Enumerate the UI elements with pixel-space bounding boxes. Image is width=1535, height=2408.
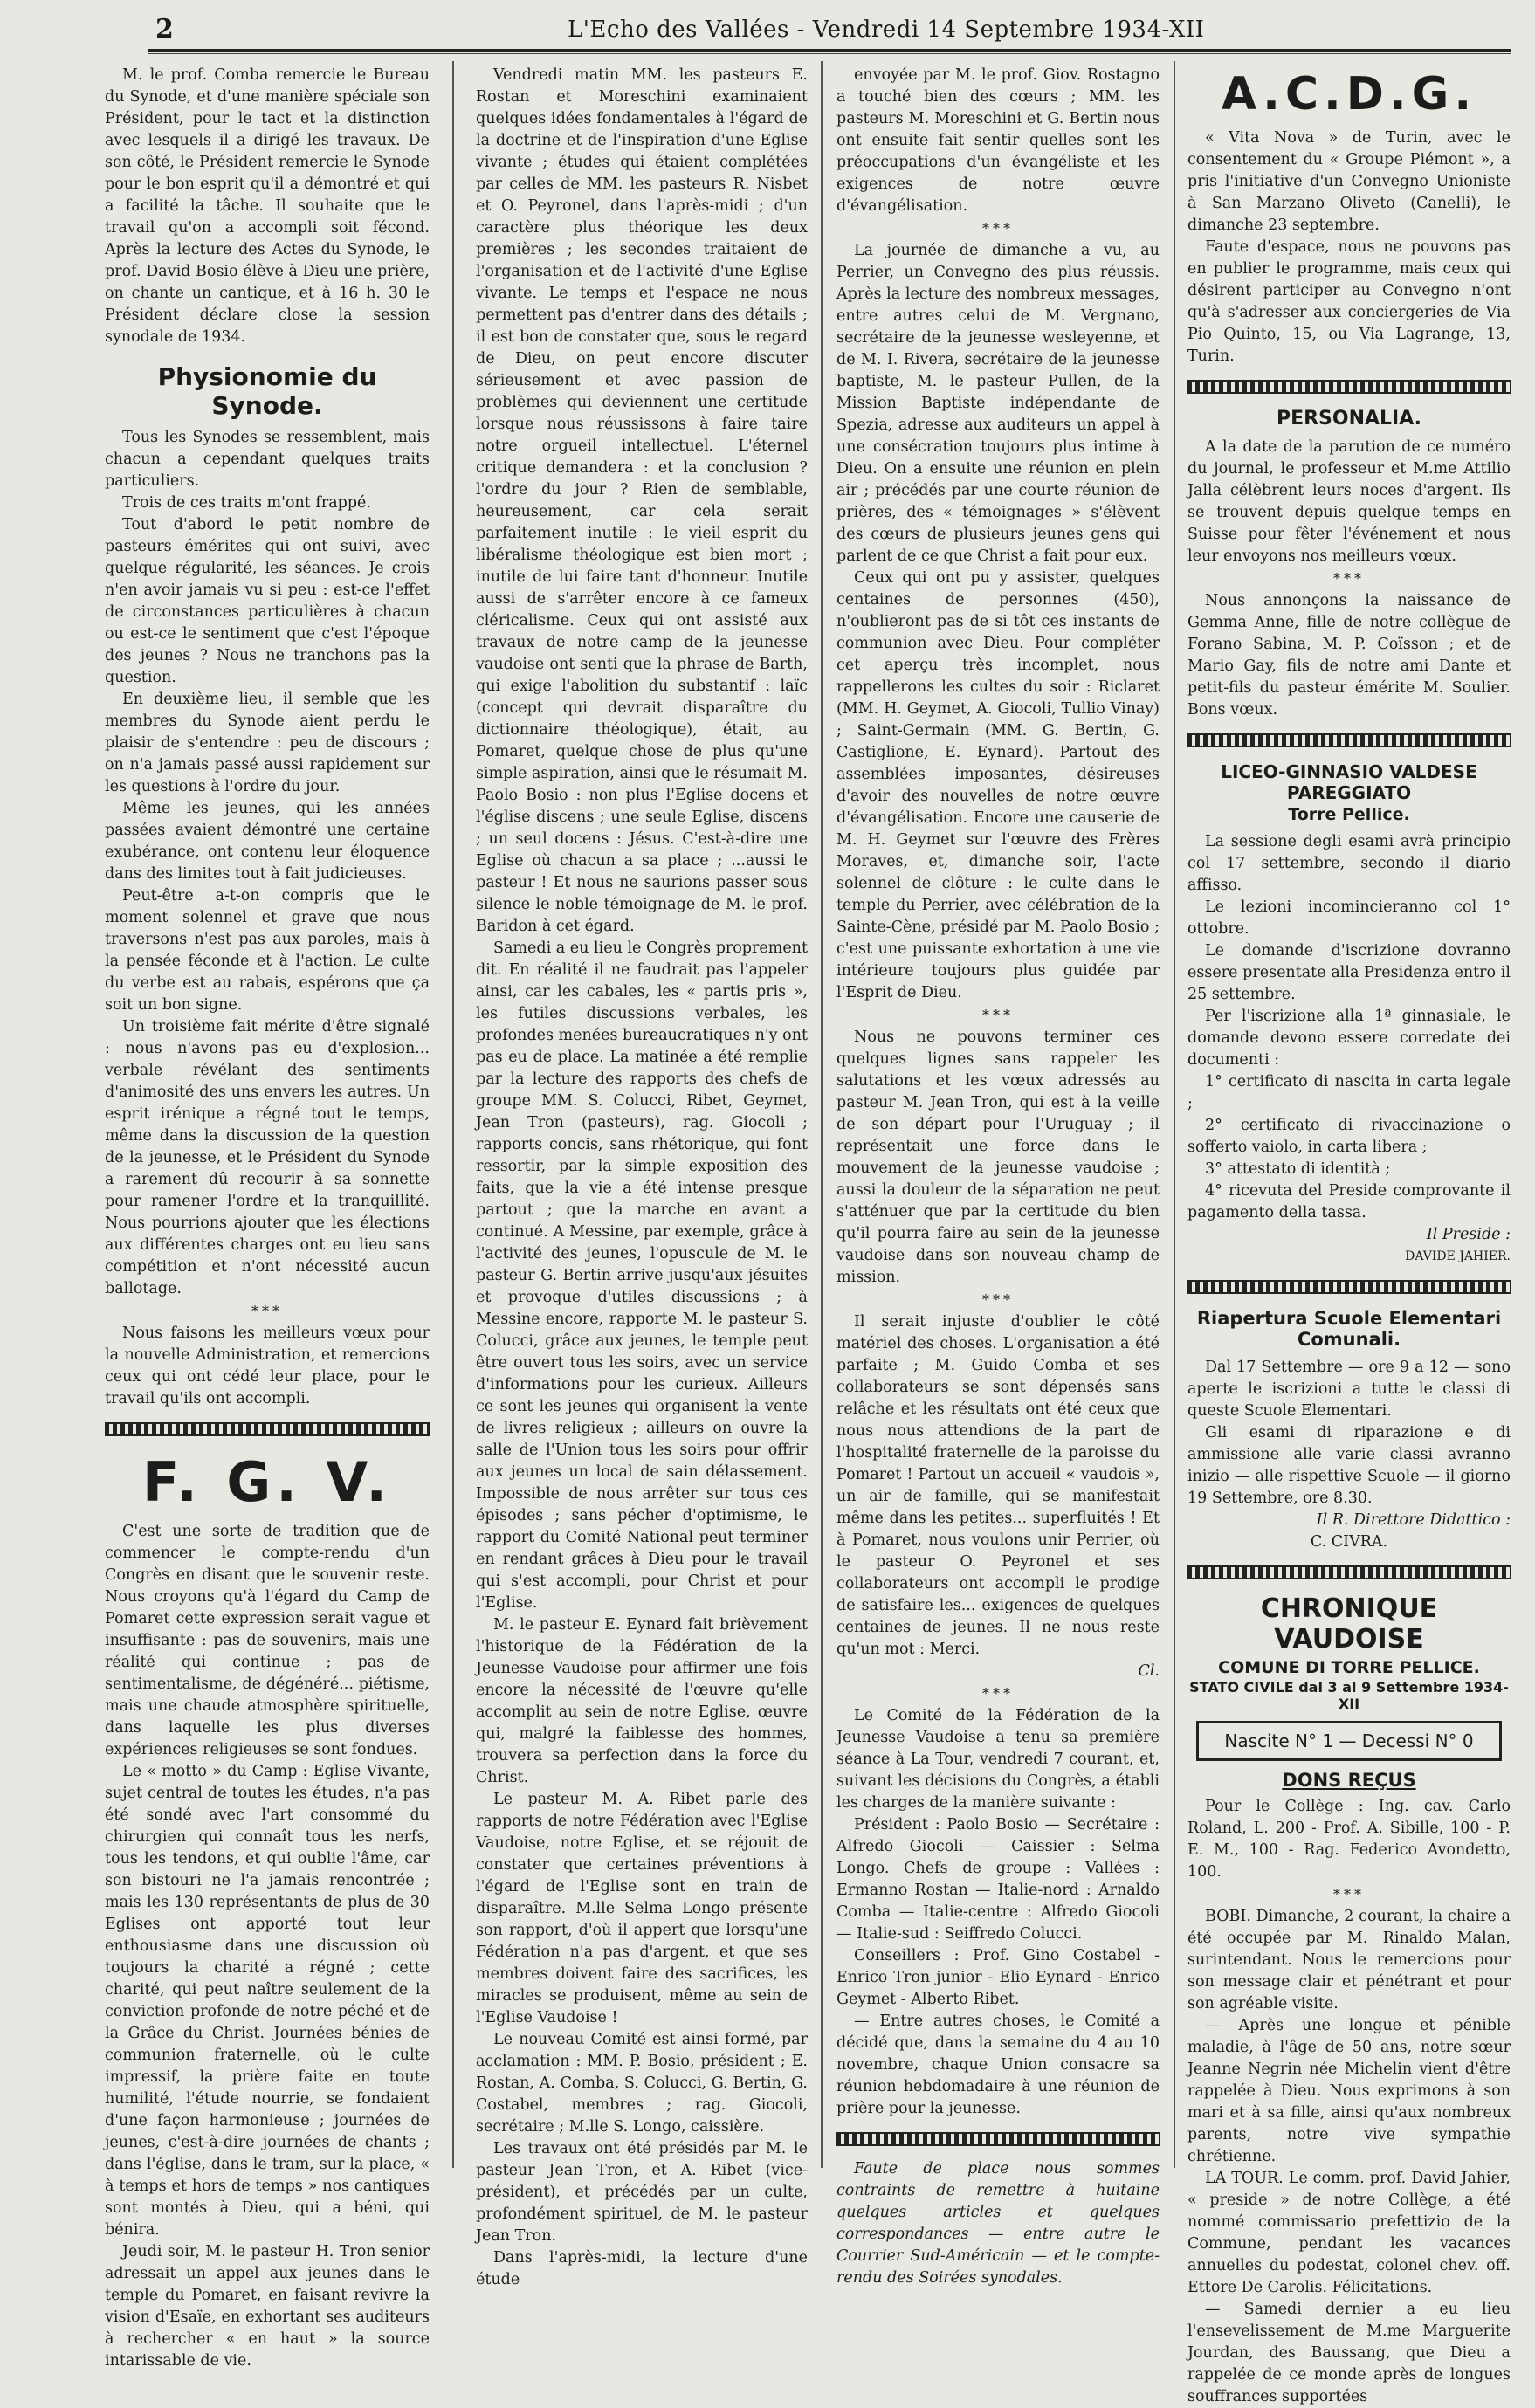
paragraph: Nous ne pouvons terminer ces quelques lignes sans rappeler les salutations et les vœux adressés au pasteur M. Jean Tron, qui est à la veille de son départ pour l'Uruguay ; il représentait une force dans le mouvement de la jeunesse vaudoise ; aussi la douleur de la séparation ne peut s'atténuer que par la certitude du bien qu'il pourra faire au sein de la jeunesse vaudoise dans son nouveau champ de mission. <box>836 1029 1160 1286</box>
list-item: 4° ricevuta del Preside comprovante il pagamento della tassa. <box>1187 1182 1511 1221</box>
separator-stars: *** <box>982 1007 1014 1023</box>
section-heading-chronique: CHRONIQUE VAUDOISE <box>1260 1593 1438 1655</box>
column-3 <box>836 65 1160 2287</box>
signature: Il R. Direttore Didattico : <box>1316 1511 1511 1529</box>
paragraph: Même les jeunes, qui les années passées avaient démontré une certaine exubérance, ont contenu leur éloquence dans des limites tout à fait judicieuses. <box>105 800 430 883</box>
signature-name: C. CIVRA. <box>1310 1533 1388 1551</box>
ornamental-rule <box>1187 1280 1511 1294</box>
paragraph: LA TOUR. Le comm. prof. David Jahier, « preside » de notre Collège, a été nommé commissario prefettizio de la Commune, pendant les vacances annuelles du podestat, colonel chev. off. Ettore De Carolis. Félicitations. <box>1187 2170 1511 2296</box>
paragraph: Le domande d'iscrizione dovranno essere presentate alla Presidenza entro il 25 settembre. <box>1187 942 1511 1003</box>
paragraph: Un troisième fait mérite d'être signalé : nous n'avons pas eu d'explosion... verbale révélant des sentiments d'animosité des uns envers les autres. Un esprit irénique a régné tout le temps, même dans la discussion de la question de la jeunesse, et le Président du Synode a rarement dû recourir à sa sonnette pour ramener l'ordre et la tranquillité. Nous pourrions ajouter que les élections aux différentes charges ont eu lieu sans compétition et n'ont nécessité aucun ballotage. <box>105 1018 430 1297</box>
paragraph: Conseillers : Prof. Gino Costabel - Enrico Tron junior - Elio Eynard - Enrico Geymet - Alberto Ribet. <box>836 1947 1160 2008</box>
column-divider <box>452 61 454 2168</box>
paragraph: Pour le Collège : Ing. cav. Carlo Roland, L. 200 - Prof. A. Sibille, 100 - P. E. M., 100 - Rag. Federico Avondetto, 100. <box>1187 1798 1511 1881</box>
separator-stars: *** <box>251 1303 283 1319</box>
column-2 <box>476 65 808 2288</box>
paragraph: Per l'iscrizione alla 1ª ginnasiale, le domande devono essere corredate dei documenti : <box>1187 1008 1511 1069</box>
paragraph: Gli esami di riparazione e di ammissione alle varie classi avranno inizio — alle rispettive Scuole — il giorno 19 Settembre, ore 8.30. <box>1187 1424 1511 1507</box>
subheading-comune: COMUNE DI TORRE PELLICE. <box>1218 1658 1480 1677</box>
section-heading-fgv: F. G. V. <box>142 1450 392 1514</box>
paragraph: BOBI. Dimanche, 2 courant, la chaire a été occupée par M. Rinaldo Malan, surintendant. Nous le remercions pour son message clair et pénétrant et pour son agréable visite. <box>1187 1908 1511 2012</box>
paragraph: La sessione degli esami avrà principio col 17 settembre, secondo il diario affisso. <box>1187 833 1511 894</box>
list-item: 2° certificato di rivaccinazione o sofferto vaiolo, in carta libera ; <box>1187 1117 1511 1156</box>
paragraph: Le pasteur M. A. Ribet parle des rapports de notre Fédération avec l'Eglise Vaudoise, notre Eglise, et se réjouit de constater que certaines préventions à l'égard de l'Eglise sont en train de disparaître. M.lle Selma Longo présente son rapport, d'où il appert que lorsqu'une Fédération n'a pas d'argent, et que ses membres doivent faire des sacrifices, les miracles se produisent, même au sein de l'Eglise Vaudoise ! <box>476 1791 808 2026</box>
subheading-torre-pellice: Torre Pellice. <box>1288 805 1410 824</box>
paragraph: Les travaux ont été présidés par M. le pasteur Jean Tron, et A. Ribet (vice-président), et précédés par un culte, profondément spirituel, de M. le pasteur Jean Tron. <box>476 2140 808 2245</box>
separator-stars: *** <box>1333 1886 1365 1902</box>
ornamental-rule <box>105 1422 430 1436</box>
section-heading-physionomie: Physionomie du Synode. <box>157 362 377 420</box>
paragraph: A la date de la parution de ce numéro du journal, le professeur et M.me Attilio Jalla célèbrent leurs noces d'argent. Ils se trouvent depuis quelque temps en Suisse pour fêter l'événement et nous leur envoyons nos meilleurs vœux. <box>1187 438 1511 565</box>
page-header <box>148 12 1511 47</box>
paragraph: — Après une longue et pénible maladie, à l'âge de 50 ans, notre sœur Jeanne Negrin née Michelin vient d'être rappelée à Dieu. Nous exprimons à son mari et à sa fille, ainsi qu'aux nombreux parents, notre vive sympathie chrétienne. <box>1187 2017 1511 2165</box>
signature: Il Preside : <box>1426 1226 1511 1243</box>
paragraph: envoyée par M. le prof. Giov. Rostagno a touché bien des cœurs ; MM. les pasteurs M. Moreschini et G. Bertin nous ont ensuite fait sentir quelles sont les préoccupations d'un évangéliste et les exigences de notre œuvre d'évangélisation. <box>836 66 1160 215</box>
section-heading-liceo: LICEO-GINNASIO VALDESE PAREGGIATO <box>1221 761 1477 803</box>
ornamental-rule <box>1187 380 1511 394</box>
paragraph: Dal 17 Settembre — ore 9 a 12 — sono aperte le iscrizioni a tutte le classi di queste Scuole Elementari. <box>1187 1359 1511 1420</box>
paragraph: M. le prof. Comba remercie le Bureau du Synode, et d'une manière spéciale son Président, pour le tact et la distinction avec lesquels il a dirigé les travaux. De son côté, le Président remercie le Synode pour le bon esprit qu'il a démontré et qui a facilité la tâche. Il souhaite que le travail qu'on a accompli soit fécond. Après la lecture des Actes du Synode, le prof. David Bosio élève à Dieu une prière, on chante un cantique, et à 16 h. 30 le Président déclare close la session synodale de 1934. <box>105 66 430 346</box>
notice-paragraph: Faute de place nous sommes contraints de remettre à huitaine quelques articles et quelques correspondances — entre autre le Courrier Sud-Américain — et le compte-rendu des Soirées synodales. <box>836 2160 1160 2287</box>
column-divider <box>821 61 823 2168</box>
header-rule-thin <box>148 53 1511 54</box>
paragraph: Jeudi soir, M. le pasteur H. Tron senior adressait un appel aux jeunes dans le temple du Pomaret, en faisant revivre la vision d'Esaïe, en exhortant ses auditeurs à rechercher « en haut » la source intarissable de vie. <box>105 2243 430 2370</box>
paragraph: En deuxième lieu, il semble que les membres du Synode aient perdu le plaisir de s'entendre : peu de discours ; on n'a jamais passé aussi rapidement sur les questions à l'ordre du jour. <box>105 691 430 795</box>
column-divider <box>1174 61 1175 2168</box>
ornamental-rule <box>836 2132 1160 2146</box>
paragraph: Faute d'espace, nous ne pouvons pas en publier le programme, mais ceux qui désirent participer au Convegno n'ont qu'à s'adresser aux conciergeries de Via Pio Quinto, 15, ou Via Lagrange, 13, Turin. <box>1187 238 1511 365</box>
paragraph: Tout d'abord le petit nombre de pasteurs émérites qui ont suivi, avec quelque régularité, les séances. Je crois n'en avoir jamais vu si peu : est-ce l'effet de circonstances particulières à chacun ou est-ce le sentiment que c'est l'époque des jeunes ? Nous ne tranchons pas la question. <box>105 516 430 686</box>
paragraph: Le lezioni incomincieranno col 1° ottobre. <box>1187 898 1511 938</box>
paragraph: Peut-être a-t-on compris que le moment solennel et grave que nous traversons n'est pas aux paroles, mais à la pensée féconde et à l'action. Le culte du verbe est au rabais, espérons que ça soit un bon signe. <box>105 887 430 1014</box>
list-item: 1° certificato di nascita in carta legale ; <box>1187 1073 1511 1112</box>
paragraph: Nous faisons les meilleurs vœux pour la nouvelle Administration, et remercions ceux qui ont cédé leur place, pour le travail qu'ils ont accompli. <box>105 1324 430 1407</box>
section-heading-dons: DONS REÇUS <box>1282 1770 1416 1791</box>
paragraph: Le Comité de la Fédération de la Jeunesse Vaudoise a tenu sa première séance à La Tour, vendredi 7 courant, et, suivant les décisions du Congrès, a établi les charges de la manière suivante : <box>836 1707 1160 1812</box>
separator-stars: *** <box>1333 570 1365 587</box>
separator-stars: *** <box>982 1291 1014 1308</box>
paragraph: Le « motto » du Camp : Eglise Vivante, sujet central de toutes les études, n'a pas été sondé avec l'art consommé du chirurgien qui connaît tous les nerfs, tous les tendons, et qui oublie l'âme, car son bistouri ne l'a jamais rencontrée ; mais les 130 représentants de plus de 30 Eglises ont apporté tout leur enthousiasme dans une discussion où toujours la charité a régné ; cette charité, qui peut naître seulement de la conviction profonde de notre péché et de la Grâce du Christ. Journées bénies de communion fraternelle, où le culte impressif, la prière faite en toute humilité, l'étude nourrie, se fondaient d'une façon harmonieuse ; journées de jeunes, c'est-à-dire journées de chants ; dans l'église, dans le tram, sur la place, « à temps et hors de temps » nos cantiques sont montés à Dieu, qui a béni, qui bénira. <box>105 1763 430 2239</box>
list-item: 3° attestato di identità ; <box>1205 1160 1391 1178</box>
births-deaths-box: Nascite N° 1 — Decessi N° 0 <box>1196 1721 1502 1761</box>
header-rule <box>148 49 1511 52</box>
paragraph: Samedi a eu lieu le Congrès proprement dit. En réalité il ne faudrait pas l'appeler ainsi, car les cabales, les « partis pris », les futiles discussions verbales, les profondes menées bureaucratiques n'y ont pas eu de place. La matinée a été remplie par la lecture des rapports des chefs de groupe MM. S. Colucci, Ribet, Geymet, Jean Tron (pasteurs), rag. Giocoli ; rapports concis, sans rhétorique, qui font ressortir, par la simple exposition des faits, que la vie a été intense presque partout ; que la marche en avant a continué. A Messine, par exemple, grâce à l'activité des jeunes, l'opuscule de M. le pasteur G. Bertin arrive jusqu'aux jésuites et provoque d'utiles discussions ; à Messine encore, rapporte M. le pasteur S. Colucci, grâce aux jeunes, le temple peut être ouvert tous les soirs, avec un service d'informations pour les curieux. Ailleurs ce sont les jeunes qui organisent la vente de livres religieux ; ailleurs on ouvre la salle de l'Union tous les soirs pour offrir aux jeunes un local de sain délassement. Impossible de nous arrêter sur tous ces épisodes ; sans pécher d'optimisme, le rapport du Comité National peut terminer en rendant grâces à Dieu pour le travail qui s'est accompli, pour Christ et pour l'Eglise. <box>476 939 808 1612</box>
paragraph: Tous les Synodes se ressemblent, mais chacun a cependant quelques traits particuliers. <box>105 429 430 490</box>
paragraph: M. le pasteur E. Eynard fait brièvement l'historique de la Fédération de la Jeunesse Vaudoise pour affirmer une fois encore la nécessité de l'œuvre qu'elle accomplit au sein de notre Eglise, œuvre qui, malgré la faiblesse des hommes, trouvera sa perfection dans la force du Christ. <box>476 1616 808 1786</box>
paragraph: — Entre autres choses, le Comité a décidé que, dans la semaine du 4 au 10 novembre, chaque Union consacre sa réunion hebdomadaire à une réunion de prière pour la jeunesse. <box>836 2012 1160 2117</box>
section-heading-riapertura: Riapertura Scuole Elementari Comunali. <box>1196 1308 1502 1350</box>
paragraph: « Vita Nova » de Turin, avec le consentement du « Groupe Piémont », a pris l'initiative d'un Convegno Unioniste à San Marzano Oliveto (Canelli), le dimanche 23 septembre. <box>1187 129 1511 234</box>
column-1 <box>105 65 430 2370</box>
paragraph: Il serait injuste d'oublier le côté matériel des choses. L'organisation a été parfaite ; M. Guido Comba et ses collaborateurs se sont dépensés sans relâche et les résultats ont été ceux que nous nous attendions de la part de l'hospitalité fraternelle de la paroisse du Pomaret ! Partout un accueil « vaudois », un air de famille, qui se manifestait même dans les petites... superfluités ! Et à Pomaret, nous voulons unir Perrier, où le pasteur O. Peyronel et ses collaborateurs ont accompli le prodige de satisfaire les... exigences de quelques centaines de jeunes. Il ne nous reste qu'un mot : Merci. <box>836 1313 1160 1658</box>
section-heading-personalia: PERSONALIA. <box>1276 408 1422 430</box>
paragraph: La journée de dimanche a vu, au Perrier, un Convegno des plus réussis. Après la lecture des nombreux messages, entre autres celui de M. Vergnano, secrétaire de la jeunesse wesleyenne, et de M. I. Rivera, secrétaire de la jeunesse baptiste, M. le pasteur Pullen, de la Mission Baptiste indépendante de Spezia, adresse aux auditeurs un appel à une consécration toujours plus intime à Dieu. On a ensuite une réunion en plein air ; précédés par une courte réunion de prières, des « témoignages » s'élèvent des cœurs de plusieurs jeunes gens qui parlent de ce que Christ a fait pour eux. <box>836 242 1160 565</box>
signature: Cl. <box>1138 1662 1160 1680</box>
paragraph: C'est une sorte de tradition que de commencer le compte-rendu d'un Congrès en disant que le souvenir reste. Nous croyons qu'à l'égard du Camp de Pomaret cette expression serait vague et insuffisante : pas de souvenirs, mais une réalité qui continue ; pas de sentimentalisme, de dégénéré... piétisme, mais une chaude atmosphère spirituelle, dans laquelle les plus diverses expériences religieuses se sont fondues. <box>105 1523 430 1758</box>
ornamental-rule <box>1187 733 1511 747</box>
paragraph: Vendredi matin MM. les pasteurs E. Rostan et Moreschini examinaient quelques idées fondamentales à l'égard de la doctrine et de l'inspiration d'une Eglise vivante ; études qui étaient complétées par celles de MM. les pasteurs R. Nisbet et O. Peyronel, dans l'après-midi ; d'un caractère plus théorique les deux premières ; les secondes traitaient de l'organisation et de l'activité d'une Eglise vivante. Le temps et l'espace ne nous permettent pas d'entrer dans des détails ; il est bon de constater que, sous le regard de Dieu, on peut encore discuter sérieusement et avec passion de problèmes qui deviennent une certitude lorsque nous réussissons à faire taire notre orgueil intellectuel. L'éternel critique demandera : et la conclusion ? l'ordre du jour ? Rien de semblable, heureusement, car cela serait parfaitement inutile : le vieil esprit du libéralisme théologique est bien mort ; inutile de lui faire tant d'honneur. Inutile aussi de s'arrêter encore à ce fameux cléricalisme. Ceux qui ont assisté aux travaux de notre camp de la jeunesse vaudoise ont senti que la phrase de Barth, qui exige l'abolition du substantif : laïc (concept qui devrait disparaître du dictionnaire théologique), était, au Pomaret, quelque chose de plus qu'une simple aspiration, ainsi que le résumait M. Paolo Bosio : non plus l'Eglise docens et l'église discens ; une seule Eglise, discens ; un seul docens : Jésus. C'est-à-dire une Eglise où chacun a sa place ; ...aussi le pasteur ! Et nous ne saurions passer sous silence le noble témoignage de M. le prof. Baridon à cet égard. <box>476 66 808 935</box>
subheading-stato-civile: STATO CIVILE dal 3 al 9 Settembre 1934-XII <box>1189 1679 1509 1712</box>
column-4 <box>1187 65 1511 2405</box>
ornamental-rule <box>1187 1565 1511 1579</box>
paragraph: Dans l'après-midi, la lecture d'une étude <box>476 2249 808 2288</box>
paragraph: Le nouveau Comité est ainsi formé, par acclamation : MM. P. Bosio, président ; E. Rostan, A. Comba, S. Colucci, G. Bertin, G. Costabel, membres ; rag. Giocoli, secrétaire ; M.lle S. Longo, caissière. <box>476 2031 808 2136</box>
paragraph: — Samedi dernier a eu lieu l'ensevelissement de M.me Marguerite Jourdan, des Baussang, que Dieu a rappelée de ce monde après de longues souffrances supportées <box>1187 2301 1511 2405</box>
separator-stars: *** <box>982 1685 1014 1702</box>
page-number: 2 <box>155 14 174 45</box>
paragraph: Trois de ces traits m'ont frappé. <box>122 494 371 512</box>
newspaper-title: L'Echo des Vallées - Vendredi 14 Septembre 1934-XII <box>568 17 1205 43</box>
signature-name: DAVIDE JAHIER. <box>1405 1249 1511 1263</box>
section-heading-acdg: A.C.D.G. <box>1221 68 1477 120</box>
paragraph: Nous annonçons la naissance de Gemma Anne, fille de notre collègue de Forano Sabina, M. P. Coïsson ; et de Mario Gay, fils de notre ami Dante et petit-fils du pasteur émérite M. Soulier. Bons vœux. <box>1187 592 1511 719</box>
paragraph: Président : Paolo Bosio — Secrétaire : Alfredo Giocoli — Caissier : Selma Longo. Chefs de groupe : Vallées : Ermanno Rostan — Italie-nord : Arnaldo Comba — Italie-centre : Alfredo Giocoli — Italie-sud : Seiffredo Colucci. <box>836 1816 1160 1943</box>
paragraph: Ceux qui ont pu y assister, quelques centaines de personnes (450), n'oublieront pas de si tôt ces instants de communion avec Dieu. Pour compléter cet aperçu très incomplet, nous rappellerons les cultes du soir : Riclaret (MM. H. Geymet, A. Giocoli, Tullio Vinay) ; Saint-Germain (MM. G. Bertin, G. Castiglione, E. Eynard). Partout des assemblées imposantes, désireuses d'avoir des nouvelles de notre œuvre d'évangélisation. Encore une causerie de M. H. Geymet sur l'œuvre des Frères Moraves, et, dimanche soir, l'acte solennel de clôture : le culte dans le temple du Perrier, avec célébration de la Sainte-Cène, présidé par M. Paolo Bosio ; c'est une puissante exhortation à une vie intérieure toujours plus guidée par l'Esprit de Dieu. <box>836 569 1160 1001</box>
separator-stars: *** <box>982 220 1014 237</box>
